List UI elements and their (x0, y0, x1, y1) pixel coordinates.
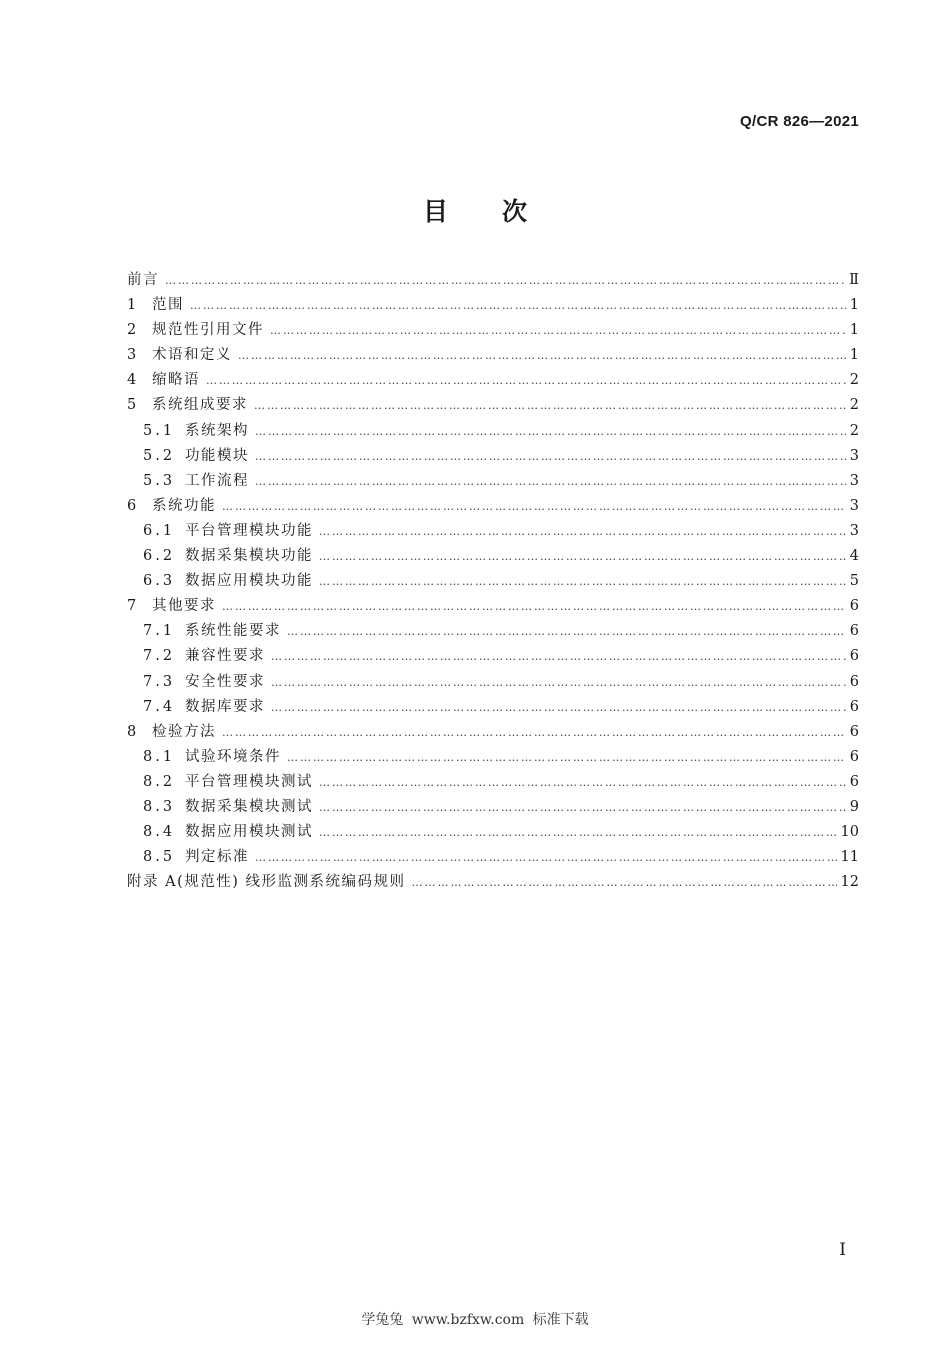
toc-entry-4[interactable] (127, 368, 859, 393)
toc-page-number: 2 (849, 372, 859, 389)
toc-page-number: 6 (849, 648, 859, 665)
toc-entry-6[interactable] (127, 494, 859, 519)
toc-entry-label: 平台管理模块功能 (185, 522, 313, 539)
toc-leader-dots (255, 475, 846, 488)
table-of-contents (127, 268, 859, 895)
toc-entry-8-5[interactable] (127, 845, 859, 870)
toc-page-number: 2 (849, 422, 859, 439)
toc-entry-label: 前言 (127, 272, 159, 288)
toc-entry-number: 8.3 (143, 798, 176, 815)
toc-entry-label: 数据采集模块测试 (185, 798, 313, 815)
toc-entry-label: 数据应用模块功能 (185, 573, 313, 590)
toc-entry-number: 8.5 (143, 849, 176, 866)
toc-leader-dots (255, 450, 846, 463)
toc-entry-preface[interactable] (127, 268, 859, 293)
toc-entry-number: 5 (127, 397, 138, 414)
toc-page-number: 1 (849, 347, 859, 364)
toc-page-number: 11 (840, 849, 859, 866)
toc-page-number: 12 (840, 874, 859, 891)
toc-entry-number: 6.1 (143, 522, 176, 539)
toc-leader-dots (206, 374, 846, 387)
toc-entry-5-2[interactable] (127, 444, 859, 469)
toc-entry-number: 1 (127, 297, 138, 314)
toc-leader-dots (222, 726, 846, 739)
toc-leader-dots (271, 701, 846, 714)
toc-entry-5-3[interactable] (127, 469, 859, 494)
toc-page-number: 6 (849, 623, 859, 640)
toc-page-number: Ⅱ (849, 272, 859, 288)
toc-leader-dots (412, 876, 837, 889)
toc-entry-8-3[interactable] (127, 795, 859, 820)
toc-entry-number: 6.3 (143, 573, 176, 590)
toc-page-number: 6 (849, 698, 859, 715)
toc-entry-label: 系统组成要求 (152, 397, 248, 414)
toc-leader-dots (238, 349, 846, 362)
toc-entry-6-3[interactable] (127, 569, 859, 594)
toc-entry-2[interactable] (127, 318, 859, 343)
toc-entry-number: 6 (127, 497, 138, 514)
toc-leader-dots (222, 500, 846, 513)
toc-entry-appendix-a[interactable] (127, 870, 859, 895)
toc-leader-dots (287, 751, 846, 764)
toc-entry-label: 范围 (152, 297, 184, 314)
toc-entry-number: 7.3 (143, 673, 176, 690)
toc-page-number: 2 (849, 397, 859, 414)
toc-page-number: 6 (849, 673, 859, 690)
toc-entry-label: 术语和定义 (152, 347, 232, 364)
toc-entry-3[interactable] (127, 343, 859, 368)
toc-entry-7-4[interactable] (127, 695, 859, 720)
toc-page-number: 3 (849, 522, 859, 539)
toc-page-number: 6 (849, 598, 859, 615)
page-title: 目次 (422, 197, 581, 226)
toc-leader-dots (270, 324, 846, 337)
toc-leader-dots (319, 801, 846, 814)
toc-entry-number: 4 (127, 372, 138, 389)
toc-entry-label: 兼容性要求 (185, 648, 265, 665)
toc-entry-7-1[interactable] (127, 619, 859, 644)
toc-leader-dots (165, 274, 845, 287)
toc-entry-number: 8.2 (143, 773, 176, 790)
toc-page-number: 6 (849, 723, 859, 740)
toc-entry-8-1[interactable] (127, 745, 859, 770)
toc-entry-5[interactable] (127, 393, 859, 418)
toc-entry-label: 安全性要求 (185, 673, 265, 690)
toc-entry-8-2[interactable] (127, 770, 859, 795)
toc-entry-number: 6.2 (143, 548, 176, 565)
toc-entry-label: 数据应用模块测试 (185, 824, 313, 841)
toc-entry-number: 8.4 (143, 824, 176, 841)
toc-entry-label: 系统架构 (185, 422, 249, 439)
toc-page-number: 5 (849, 573, 859, 590)
toc-leader-dots (319, 826, 837, 839)
toc-entry-label: 数据库要求 (185, 698, 265, 715)
toc-page-number: 1 (849, 322, 859, 339)
toc-leader-dots (319, 776, 846, 789)
toc-leader-dots (319, 550, 846, 563)
toc-leader-dots (190, 299, 846, 312)
toc-page-number: 6 (849, 748, 859, 765)
toc-entry-label: 检验方法 (152, 723, 216, 740)
toc-page-number: 6 (849, 773, 859, 790)
toc-leader-dots (254, 399, 846, 412)
page-number: I (839, 1240, 846, 1260)
toc-entry-6-1[interactable] (127, 519, 859, 544)
toc-leader-dots (222, 600, 846, 613)
toc-entry-label: 判定标准 (185, 849, 249, 866)
toc-entry-label: 规范性引用文件 (152, 322, 264, 339)
toc-entry-8-4[interactable] (127, 820, 859, 845)
toc-entry-label: 系统性能要求 (185, 623, 281, 640)
toc-entry-number: 3 (127, 347, 138, 364)
toc-entry-number: 8 (127, 723, 138, 740)
toc-page-number: 3 (849, 447, 859, 464)
toc-entry-6-2[interactable] (127, 544, 859, 569)
toc-entry-8[interactable] (127, 720, 859, 745)
toc-leader-dots (271, 650, 846, 663)
toc-leader-dots (287, 625, 846, 638)
toc-entry-number: 5.1 (143, 422, 176, 439)
toc-entry-label: 缩略语 (152, 372, 200, 389)
toc-entry-7-3[interactable] (127, 670, 859, 695)
toc-page-number: 10 (840, 824, 859, 841)
toc-entry-label: 其他要求 (152, 598, 216, 615)
toc-page-number: 3 (849, 472, 859, 489)
toc-entry-label: 功能模块 (185, 447, 249, 464)
toc-leader-dots (255, 425, 846, 438)
toc-entry-number: 5.2 (143, 447, 176, 464)
toc-entry-number: 7.1 (143, 623, 176, 640)
toc-entry-number: 5.3 (143, 472, 176, 489)
document-code: Q/CR 826—2021 (740, 113, 859, 130)
toc-page-number: 1 (849, 297, 859, 314)
toc-page-number: 9 (849, 798, 859, 815)
toc-leader-dots (271, 676, 846, 689)
toc-leader-dots (255, 851, 837, 864)
toc-entry-number: 7.2 (143, 648, 176, 665)
toc-entry-label: 平台管理模块测试 (185, 773, 313, 790)
toc-entry-7[interactable] (127, 594, 859, 619)
toc-entry-label: 试验环境条件 (185, 748, 281, 765)
toc-entry-5-1[interactable] (127, 419, 859, 444)
toc-entry-1[interactable] (127, 293, 859, 318)
toc-entry-number: 7 (127, 598, 138, 615)
toc-entry-7-2[interactable] (127, 644, 859, 669)
toc-entry-number: 2 (127, 322, 138, 339)
toc-entry-label: 附录 A(规范性) 线形监测系统编码规则 (127, 874, 406, 891)
toc-entry-label: 系统功能 (152, 497, 216, 514)
toc-page-number: 4 (849, 548, 859, 565)
toc-entry-label: 工作流程 (185, 472, 249, 489)
toc-entry-number: 8.1 (143, 748, 176, 765)
toc-entry-label: 数据采集模块功能 (185, 548, 313, 565)
toc-leader-dots (319, 575, 846, 588)
toc-page-number: 3 (849, 497, 859, 514)
toc-leader-dots (319, 525, 846, 538)
footer-watermark: 学兔兔 www.bzfxw.com 标准下载 (361, 1312, 589, 1328)
toc-entry-number: 7.4 (143, 698, 176, 715)
